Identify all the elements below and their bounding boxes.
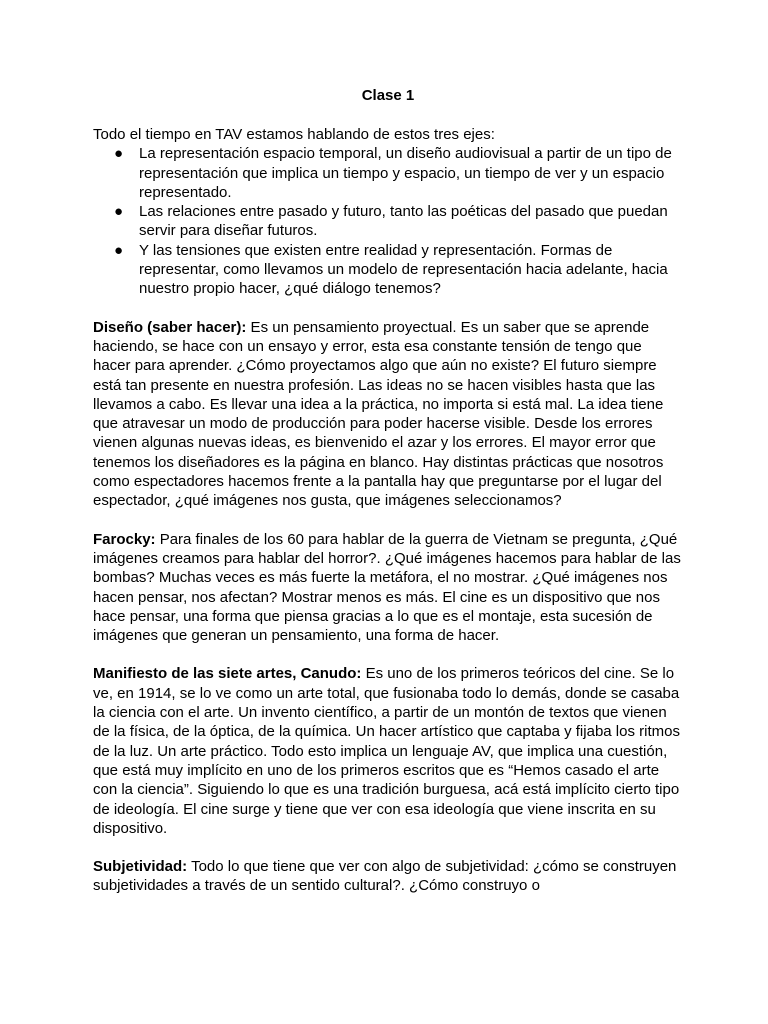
bullet-list: [93, 144, 683, 298]
bullet-icon: ●: [114, 241, 124, 259]
bullet-item: [93, 241, 683, 299]
section-farocky: [93, 530, 683, 646]
section-canudo: [93, 664, 683, 838]
section-heading: Farocky:: [93, 530, 156, 548]
bullet-item: [93, 144, 683, 202]
bullet-text: Las relaciones entre pasado y futuro, tanto las poéticas del pasado que puedan servir para diseñar futuros.: [139, 203, 668, 240]
bullet-text: La representación espacio temporal, un diseño audiovisual a partir de un tipo de representación que implica un tiempo y espacio, un tiempo de ver y un espacio representado.: [139, 145, 672, 201]
section-body: Es uno de los primeros teóricos del cine. Se lo ve, en 1914, se lo ve como un arte total, que fusionaba todo lo demás, donde se casaba la ciencia con el arte. Un invento científico, a partir de un montón de textos que vienen de la física, de la óptica, de la química. Un hacer artístico que captaba y fijaba los ritmos de la luz. Un arte práctico. Todo esto implica un lenguaje AV, que implica una cuestión, que está muy implícito en uno de los primeros escritos que es “Hemos casado el arte con la ciencia”. Siguiendo lo que es una tradición burguesa, acá está implícito cierto tipo de ideología. El cine surge y tiene que ver con esa ideología que viene inscrita en su dispositivo.: [93, 665, 680, 837]
section-body: Es un pensamiento proyectual. Es un saber que se aprende haciendo, se hace con un ensayo y error, esta esa constante tensión de tengo que hacer para aprender. ¿Cómo proyectamos algo que aún no existe? El futuro siempre está tan presente en nuestra profesión. Las ideas no se hacen visibles hasta que las llevamos a cabo. Es llevar una idea a la práctica, no importa si está mal. La idea tiene que atravesar un modo de producción para poder hacerse visible. Desde los errores vienen algunas nuevas ideas, es bienvenido el azar y los errores. El mayor error que tenemos los diseñadores es la página en blanco. Hay distintas prácticas que nosotros como espectadores hacemos frente a la pantalla hay que preguntarse por el lugar del espectador, ¿qué imágenes nos gusta, que imágenes seleccionamos?: [93, 318, 664, 510]
section-heading: Manifiesto de las siete artes, Canudo:: [93, 665, 362, 683]
bullet-text: Y las tensiones que existen entre realidad y representación. Formas de representar, como llevamos un modelo de representación hacia adelante, hacia nuestro propio hacer, ¿qué diálogo tenemos?: [139, 241, 668, 298]
section-body: Para finales de los 60 para hablar de la guerra de Vietnam se pregunta, ¿Qué imágenes creamos para hablar del horror?. ¿Qué imágenes hacemos para hablar de las bombas? Muchas veces es más fuerte la metáfora, el no mostrar. ¿Qué imágenes nos hacen pensar, nos afectan? Mostrar menos es más. El cine es un dispositivo que nos hace pensar, una forma que piensa gracias a lo que es el montaje, esta sucesión de imágenes que generan un pensamiento, una forma de hacer.: [93, 530, 681, 645]
document-title: Clase 1: [361, 87, 415, 104]
section-heading: Diseño (saber hacer):: [93, 318, 247, 336]
bullet-icon: ●: [114, 203, 124, 221]
document-page: [93, 86, 683, 915]
section-body: Todo lo que tiene que ver con algo de subjetividad: ¿cómo se construyen subjetividades a través de un sentido cultural?. ¿Cómo construyo o: [93, 858, 677, 895]
section-subjetividad: [93, 857, 683, 896]
section-heading: Subjetividad:: [93, 858, 188, 876]
bullet-item: [93, 202, 683, 241]
section-diseno: [93, 318, 683, 511]
bullet-icon: ●: [114, 145, 124, 163]
intro-text: Todo el tiempo en TAV estamos hablando de estos tres ejes:: [93, 126, 495, 143]
